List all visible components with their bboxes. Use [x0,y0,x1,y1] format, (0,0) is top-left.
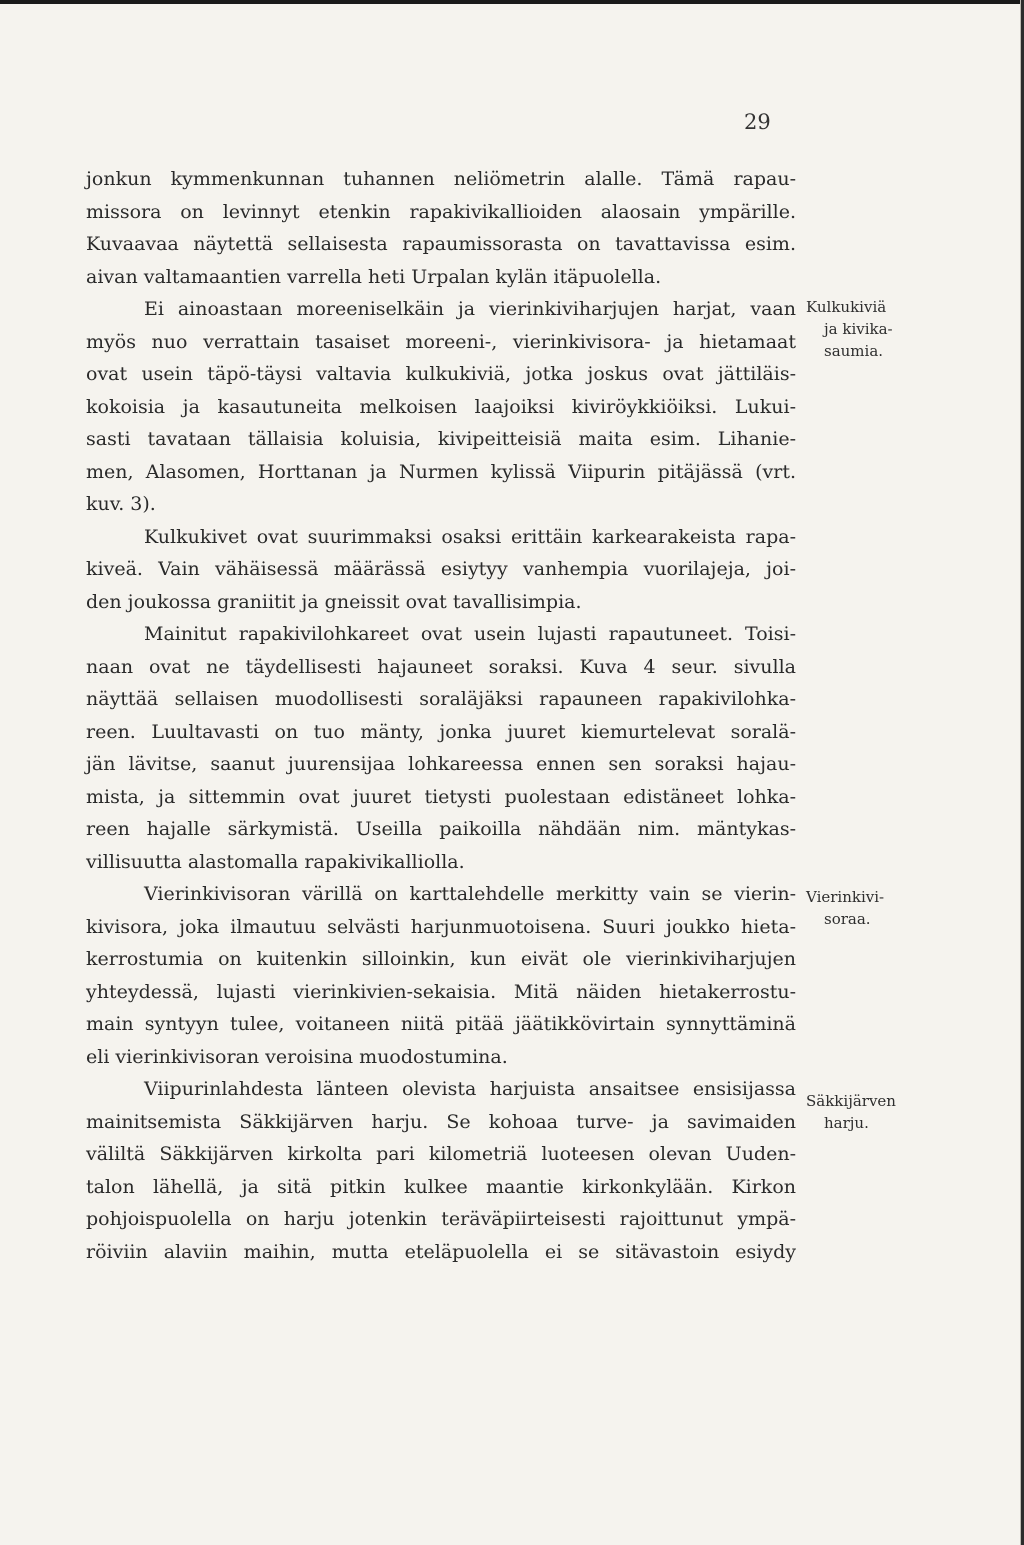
text-line: missora on levinnyt etenkin rapakivikallioiden alaosain ympärille. [86,200,796,223]
text-line: jän lävitse, saanut juurensijaa lohkareessa ennen sen soraksi hajau- [86,753,796,775]
paragraph [86,878,796,1073]
margin-note-line: ja kivika- [824,320,893,338]
text-line: näyttää sellaisen muodollisesti soraläjäksi rapauneen rapakivilohka- [86,688,796,710]
text-line: kuv. 3). [86,493,156,515]
text-line: eli vierinkivisoran veroisina muodostumina. [86,1045,508,1068]
text-line: jonkun kymmenkunnan tuhannen neliömetrin alalle. Tämä rapau- [86,168,796,190]
text-line: ovat usein täpö-täysi valtavia kulkukiviä, jotka joskus ovat jättiläis- [86,363,796,385]
body-text [86,163,796,1268]
text-line: myös nuo verrattain tasaiset moreeni-, vierinkivisora- ja hietamaat [86,330,796,353]
paragraph [86,163,796,293]
text-line: sasti tavataan tällaisia koluisia, kivipeitteisiä maita esim. Lihanie- [86,428,796,450]
margin-note-vierinkivisoraa [806,886,884,930]
margin-note-sakkijarven-harju [806,1090,896,1134]
paragraph [86,293,796,521]
text-line: kiveä. Vain vähäisessä määrässä esiytyy vanhempia vuorilajeja, joi- [86,558,796,580]
text-line: men, Alasomen, Horttanan ja Nurmen kylissä Viipurin pitäjässä (vrt. [86,460,796,483]
margin-note-line: harju. [824,1114,869,1132]
text-line: villisuutta alastomalla rapakivikalliolla. [86,850,465,873]
text-line: Mainitut rapakivilohkareet ovat usein lujasti rapautuneet. Toisi- [144,623,796,645]
text-line: den joukossa graniitit ja gneissit ovat tavallisimpia. [86,590,582,613]
text-line: talon lähellä, ja sitä pitkin kulkee maantie kirkonkylään. Kirkon [86,1175,796,1198]
margin-note-line: soraa. [824,910,871,928]
text-line: main syntyyn tulee, voitaneen niitä pitää jäätikkövirtain synnyttäminä [86,1013,796,1035]
paragraph [86,618,796,878]
margin-note-line: saumia. [824,342,884,360]
text-line: Ei ainoastaan moreeniselkäin ja vierinkiviharjujen harjat, vaan [144,298,796,320]
margin-note-line: Säkkijärven [806,1092,896,1110]
text-line: väliltä Säkkijärven kirkolta pari kilometriä luoteesen olevan Uuden- [86,1143,796,1165]
text-line: Kuvaavaa näytettä sellaisesta rapaumissorasta on tavattavissa esim. [86,233,796,255]
text-line: mainitsemista Säkkijärven harju. Se kohoaa turve- ja savimaiden [86,1110,796,1133]
text-line: Kulkukivet ovat suurimmaksi osaksi erittäin karkearakeista rapa- [144,525,796,548]
text-line: mista, ja sittemmin ovat juuret tietysti puolestaan edistäneet lohka- [86,785,796,808]
margin-note-kulkukivia [806,296,893,362]
text-line: röiviin alaviin maihin, mutta eteläpuolella ei se sitävastoin esiydy [86,1240,796,1263]
page-number: 29 [744,110,771,134]
margin-note-line: Vierinkivi- [806,888,885,906]
text-line: reen hajalle särkymistä. Useilla paikoilla nähdään nim. mäntykas- [86,818,796,840]
text-line: kerrostumia on kuitenkin silloinkin, kun eivät ole vierinkiviharjujen [86,948,796,970]
text-line: pohjoispuolella on harju jotenkin teräväpiirteisesti rajoittunut ympä- [86,1208,796,1230]
text-line: naan ovat ne täydellisesti hajauneet soraksi. Kuva 4 seur. sivulla [86,655,796,678]
text-line: kivisora, joka ilmautuu selvästi harjunmuotoisena. Suuri joukko hieta- [86,915,796,938]
paragraph [86,1073,796,1268]
paragraph [86,521,796,619]
scan-top-edge [0,0,1024,4]
margin-note-line: Kulkukiviä [806,298,887,316]
text-line: kokoisia ja kasautuneita melkoisen laajoiksi kiviröykkiöiksi. Lukui- [86,395,796,418]
text-line: Vierinkivisoran värillä on karttalehdelle merkitty vain se vierin- [144,883,796,905]
text-line: reen. Luultavasti on tuo mänty, jonka juuret kiemurtelevat soralä- [86,720,796,743]
text-line: yhteydessä, lujasti vierinkivien-sekaisia. Mitä näiden hietakerrostu- [86,980,796,1003]
text-line: Viipurinlahdesta länteen olevista harjuista ansaitsee ensisijassa [144,1078,796,1100]
text-line: aivan valtamaantien varrella heti Urpalan kylän itäpuolella. [86,265,662,288]
